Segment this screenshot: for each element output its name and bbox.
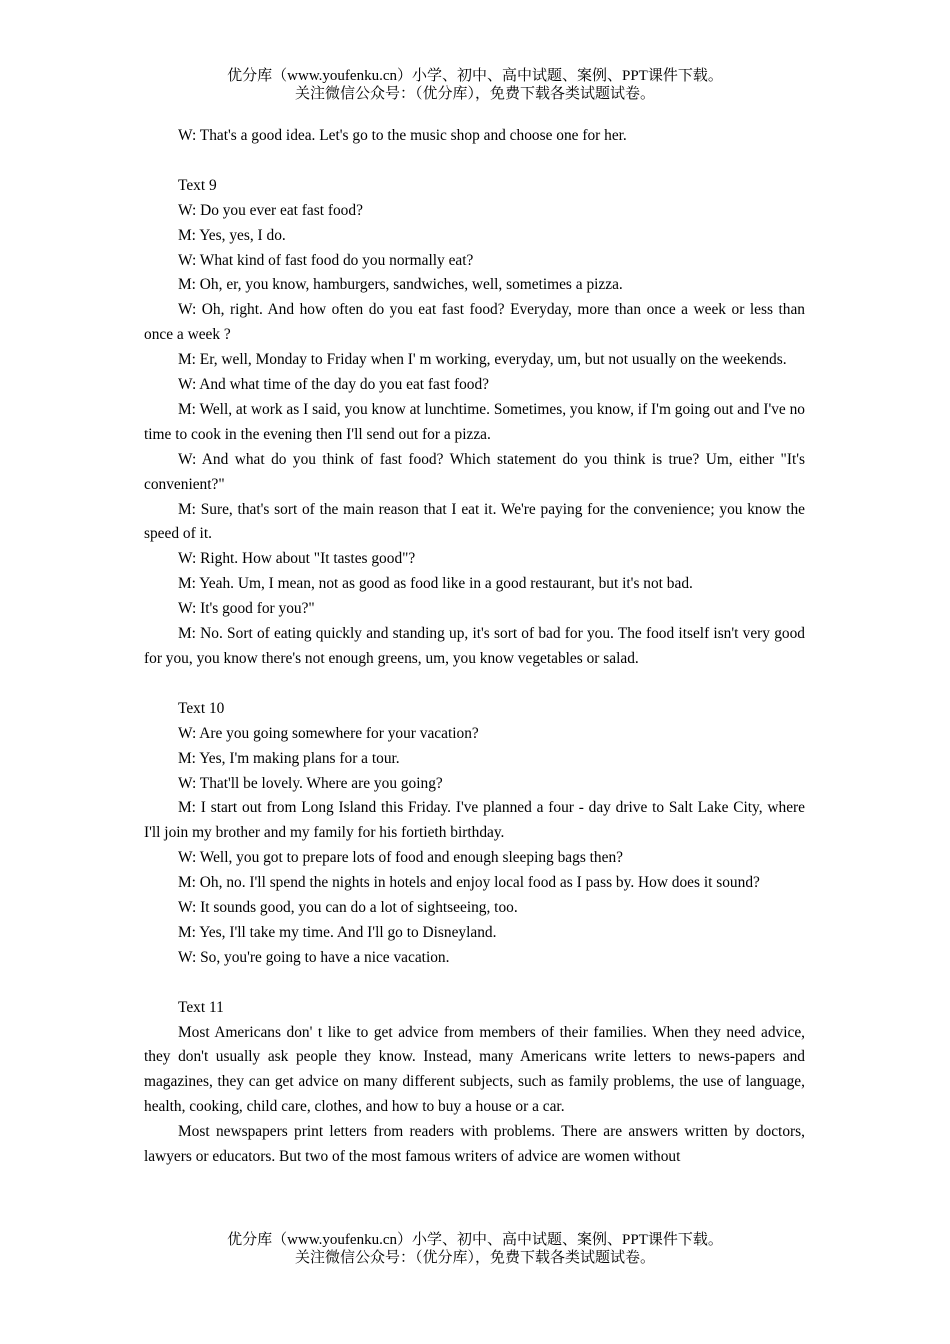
dialogue-line: M: Sure, that's sort of the main reason that I eat it. We're paying for the convenience; you know the speed of it. bbox=[144, 500, 805, 543]
header-line-1: 优分库（www.youfenku.cn）小学、初中、高中试题、案例、PPT课件下载。 bbox=[227, 68, 723, 84]
dialogue-line: M: Yes, yes, I do. bbox=[178, 226, 286, 244]
document-body bbox=[144, 124, 805, 1170]
page-header bbox=[0, 67, 950, 103]
text10-title: Text 10 bbox=[178, 699, 225, 717]
text9-title: Text 9 bbox=[178, 176, 217, 194]
section-gap bbox=[144, 971, 805, 996]
page-footer bbox=[0, 1231, 950, 1267]
section-gap bbox=[144, 149, 805, 174]
dialogue-line: W: Are you going somewhere for your vacation? bbox=[178, 724, 479, 742]
dialogue-line: M: No. Sort of eating quickly and standing up, it's sort of bad for you. The food itself isn't very good for you, you know there's not enough greens, um, you know vegetables or salad. bbox=[144, 625, 805, 668]
section-gap bbox=[144, 672, 805, 697]
passage-paragraph: Most Americans don' t like to get advice from members of their families. When they need advice, they don't usually ask people they know. Instead, many Americans write letters to news-papers and magazines, they can get advice on many different subjects, such as family problems, the use of language, health, cooking, child care, clothes, and how to buy a house or a car. bbox=[144, 1023, 805, 1116]
passage-paragraph: Most newspapers print letters from readers with problems. There are answers written by doctors, lawyers or educators. But two of the most famous writers of advice are women without bbox=[144, 1123, 805, 1166]
dialogue-line: W: It's good for you?" bbox=[178, 600, 315, 618]
dialogue-line: M: Yes, I'll take my time. And I'll go to Disneyland. bbox=[178, 923, 497, 941]
dialogue-line: W: Oh, right. And how often do you eat fast food? Everyday, more than once a week or less than once a week ? bbox=[144, 301, 805, 344]
footer-line-1: 优分库（www.youfenku.cn）小学、初中、高中试题、案例、PPT课件下载。 bbox=[227, 1232, 723, 1248]
dialogue-line: W: Well, you got to prepare lots of food and enough sleeping bags then? bbox=[178, 849, 623, 867]
text11-title: Text 11 bbox=[178, 998, 224, 1016]
dialogue-line: W: That'll be lovely. Where are you going? bbox=[178, 774, 443, 792]
dialogue-line: M: Yes, I'm making plans for a tour. bbox=[178, 749, 400, 767]
dialogue-line: W: And what do you think of fast food? Which statement do you think is true? Um, either "It's convenient?" bbox=[144, 450, 805, 493]
intro-line: W: That's a good idea. Let's go to the music shop and choose one for her. bbox=[178, 127, 627, 144]
dialogue-line: M: Er, well, Monday to Friday when I' m working, everyday, um, but not usually on the weekends. bbox=[178, 351, 787, 369]
dialogue-line: W: Right. How about "It tastes good"? bbox=[178, 550, 416, 568]
dialogue-line: M: Well, at work as I said, you know at lunchtime. Sometimes, you know, if I'm going out and I've no time to cook in the evening then I'll send out for a pizza. bbox=[144, 400, 805, 443]
dialogue-line: M: Yeah. Um, I mean, not as good as food like in a good restaurant, but it's not bad. bbox=[178, 575, 693, 593]
header-line-2: 关注微信公众号：（优分库），免费下载各类试题试卷。 bbox=[294, 86, 655, 102]
dialogue-line: M: I start out from Long Island this Friday. I've planned a four - day drive to Salt Lake City, where I'll join my brother and my family for his fortieth birthday. bbox=[144, 799, 805, 842]
dialogue-line: W: And what time of the day do you eat fast food? bbox=[178, 376, 490, 394]
dialogue-line: W: What kind of fast food do you normally eat? bbox=[178, 251, 474, 269]
dialogue-line: W: So, you're going to have a nice vacation. bbox=[178, 948, 450, 966]
dialogue-line: W: It sounds good, you can do a lot of sightseeing, too. bbox=[178, 899, 518, 917]
dialogue-line: M: Oh, er, you know, hamburgers, sandwiches, well, sometimes a pizza. bbox=[178, 276, 623, 294]
dialogue-line: M: Oh, no. I'll spend the nights in hotels and enjoy local food as I pass by. How does it sound? bbox=[178, 874, 760, 892]
dialogue-line: W: Do you ever eat fast food? bbox=[178, 201, 363, 219]
footer-line-2: 关注微信公众号：（优分库），免费下载各类试题试卷。 bbox=[294, 1250, 655, 1266]
